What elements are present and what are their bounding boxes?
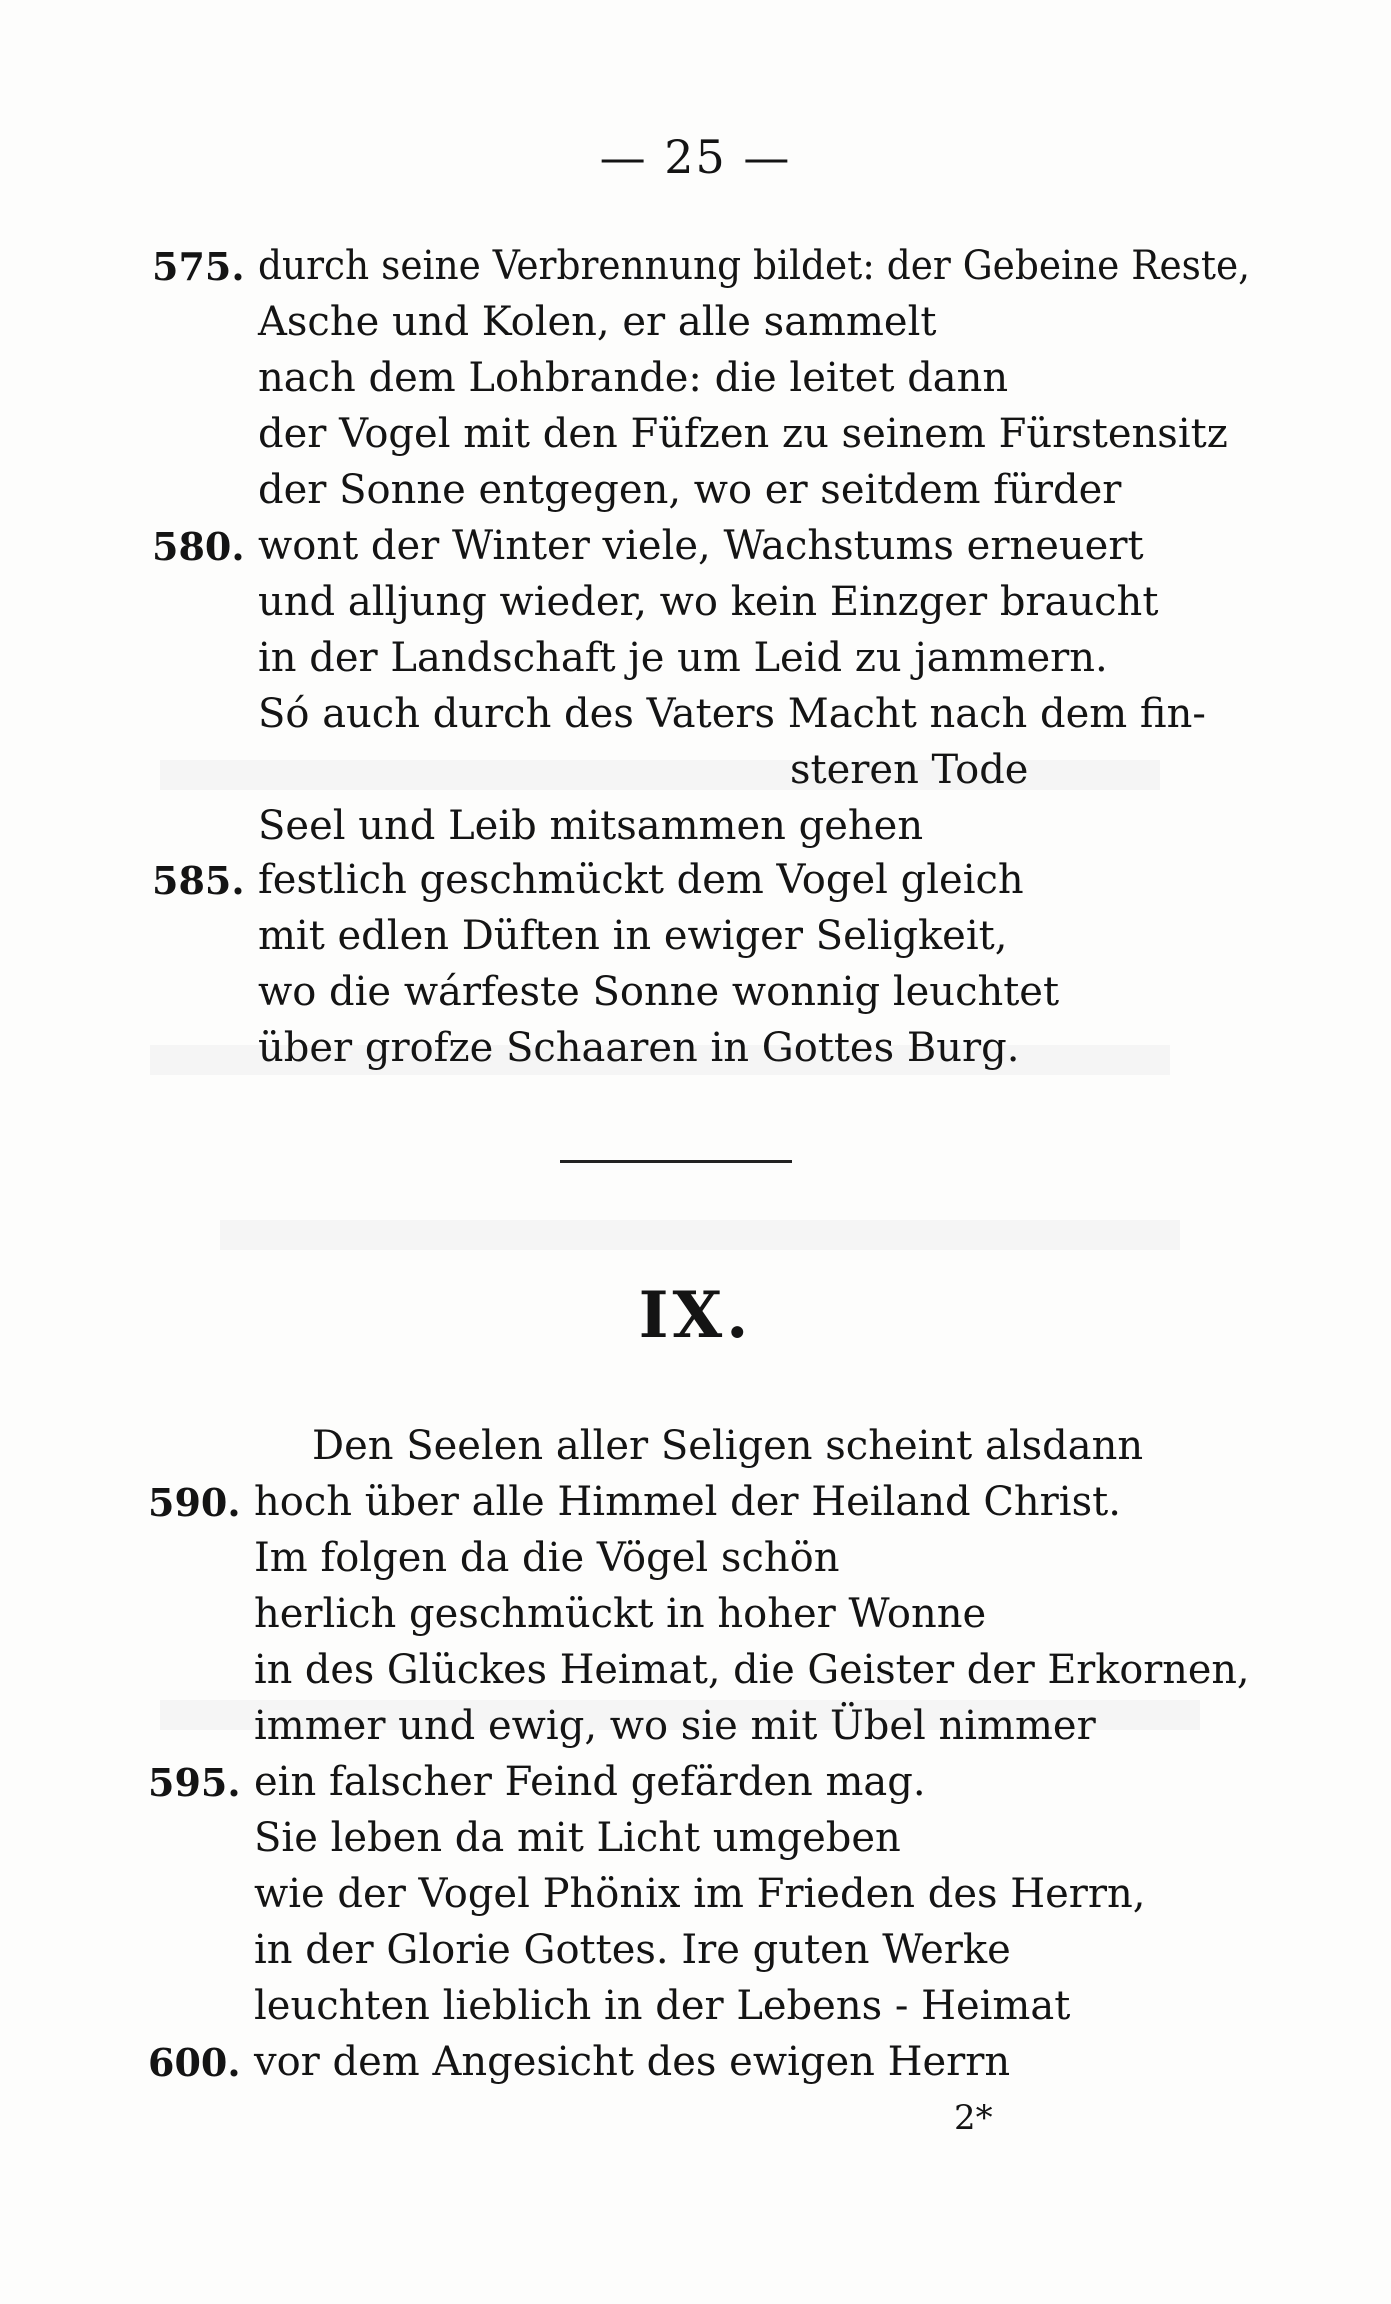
- verse-line: festlich geschmückt dem Vogel gleich: [258, 857, 1024, 903]
- line-number: 595.: [148, 1760, 241, 1805]
- verse-line: vor dem Angesicht des ewigen Herrn: [254, 2039, 1011, 2085]
- verse-line: durch seine Verbrennung bildet: der Gebeine Reste,: [258, 243, 1251, 289]
- verse-line: über grofze Schaaren in Gottes Burg.: [258, 1025, 1020, 1071]
- line-number: 590.: [148, 1480, 241, 1525]
- page-number: — 25 —: [599, 130, 792, 184]
- verse-line: Só auch durch des Vaters Macht nach dem fin-: [258, 691, 1206, 737]
- verse-line: ein falscher Feind gefärden mag.: [254, 1759, 926, 1805]
- line-number: 600.: [148, 2040, 241, 2085]
- verse-line: Im folgen da die Vögel schön: [254, 1535, 840, 1581]
- section-heading: IX.: [638, 1278, 753, 1353]
- line-number: 585.: [152, 858, 245, 903]
- verse-line: in des Glückes Heimat, die Geister der Erkornen,: [254, 1647, 1250, 1693]
- verse-line: Den Seelen aller Seligen scheint alsdann: [312, 1423, 1144, 1469]
- line-number: 580.: [152, 524, 245, 569]
- verse-line: der Vogel mit den Füfzen zu seinem Fürstensitz: [258, 411, 1228, 457]
- verse-line: nach dem Lohbrande: die leitet dann: [258, 355, 1009, 401]
- signature-mark: 2*: [954, 2098, 993, 2138]
- verse-line: wie der Vogel Phönix im Frieden des Herrn,: [254, 1871, 1146, 1917]
- verse-line: und alljung wieder, wo kein Einzger braucht: [258, 579, 1159, 625]
- show-through-shading: [220, 1220, 1180, 1250]
- verse-line: in der Landschaft je um Leid zu jammern.: [258, 635, 1108, 681]
- verse-line: wo die wárfeste Sonne wonnig leuchtet: [258, 969, 1060, 1015]
- section-divider: [560, 1160, 792, 1163]
- verse-line: hoch über alle Himmel der Heiland Christ.: [254, 1479, 1121, 1525]
- verse-line: Seel und Leib mitsammen gehen: [258, 803, 924, 849]
- verse-line: immer und ewig, wo sie mit Übel nimmer: [254, 1703, 1096, 1749]
- verse-line: steren Tode: [790, 747, 1029, 793]
- verse-line: leuchten lieblich in der Lebens - Heimat: [254, 1983, 1071, 2029]
- verse-line: Asche und Kolen, er alle sammelt: [258, 299, 937, 345]
- line-number: 575.: [152, 244, 245, 289]
- verse-line: in der Glorie Gottes. Ire guten Werke: [254, 1927, 1011, 1973]
- verse-line: mit edlen Düften in ewiger Seligkeit,: [258, 913, 1008, 959]
- verse-line: herlich geschmückt in hoher Wonne: [254, 1591, 987, 1637]
- verse-line: der Sonne entgegen, wo er seitdem fürder: [258, 467, 1122, 513]
- verse-line: Sie leben da mit Licht umgeben: [254, 1815, 901, 1861]
- verse-line: wont der Winter viele, Wachstums erneuert: [258, 523, 1144, 569]
